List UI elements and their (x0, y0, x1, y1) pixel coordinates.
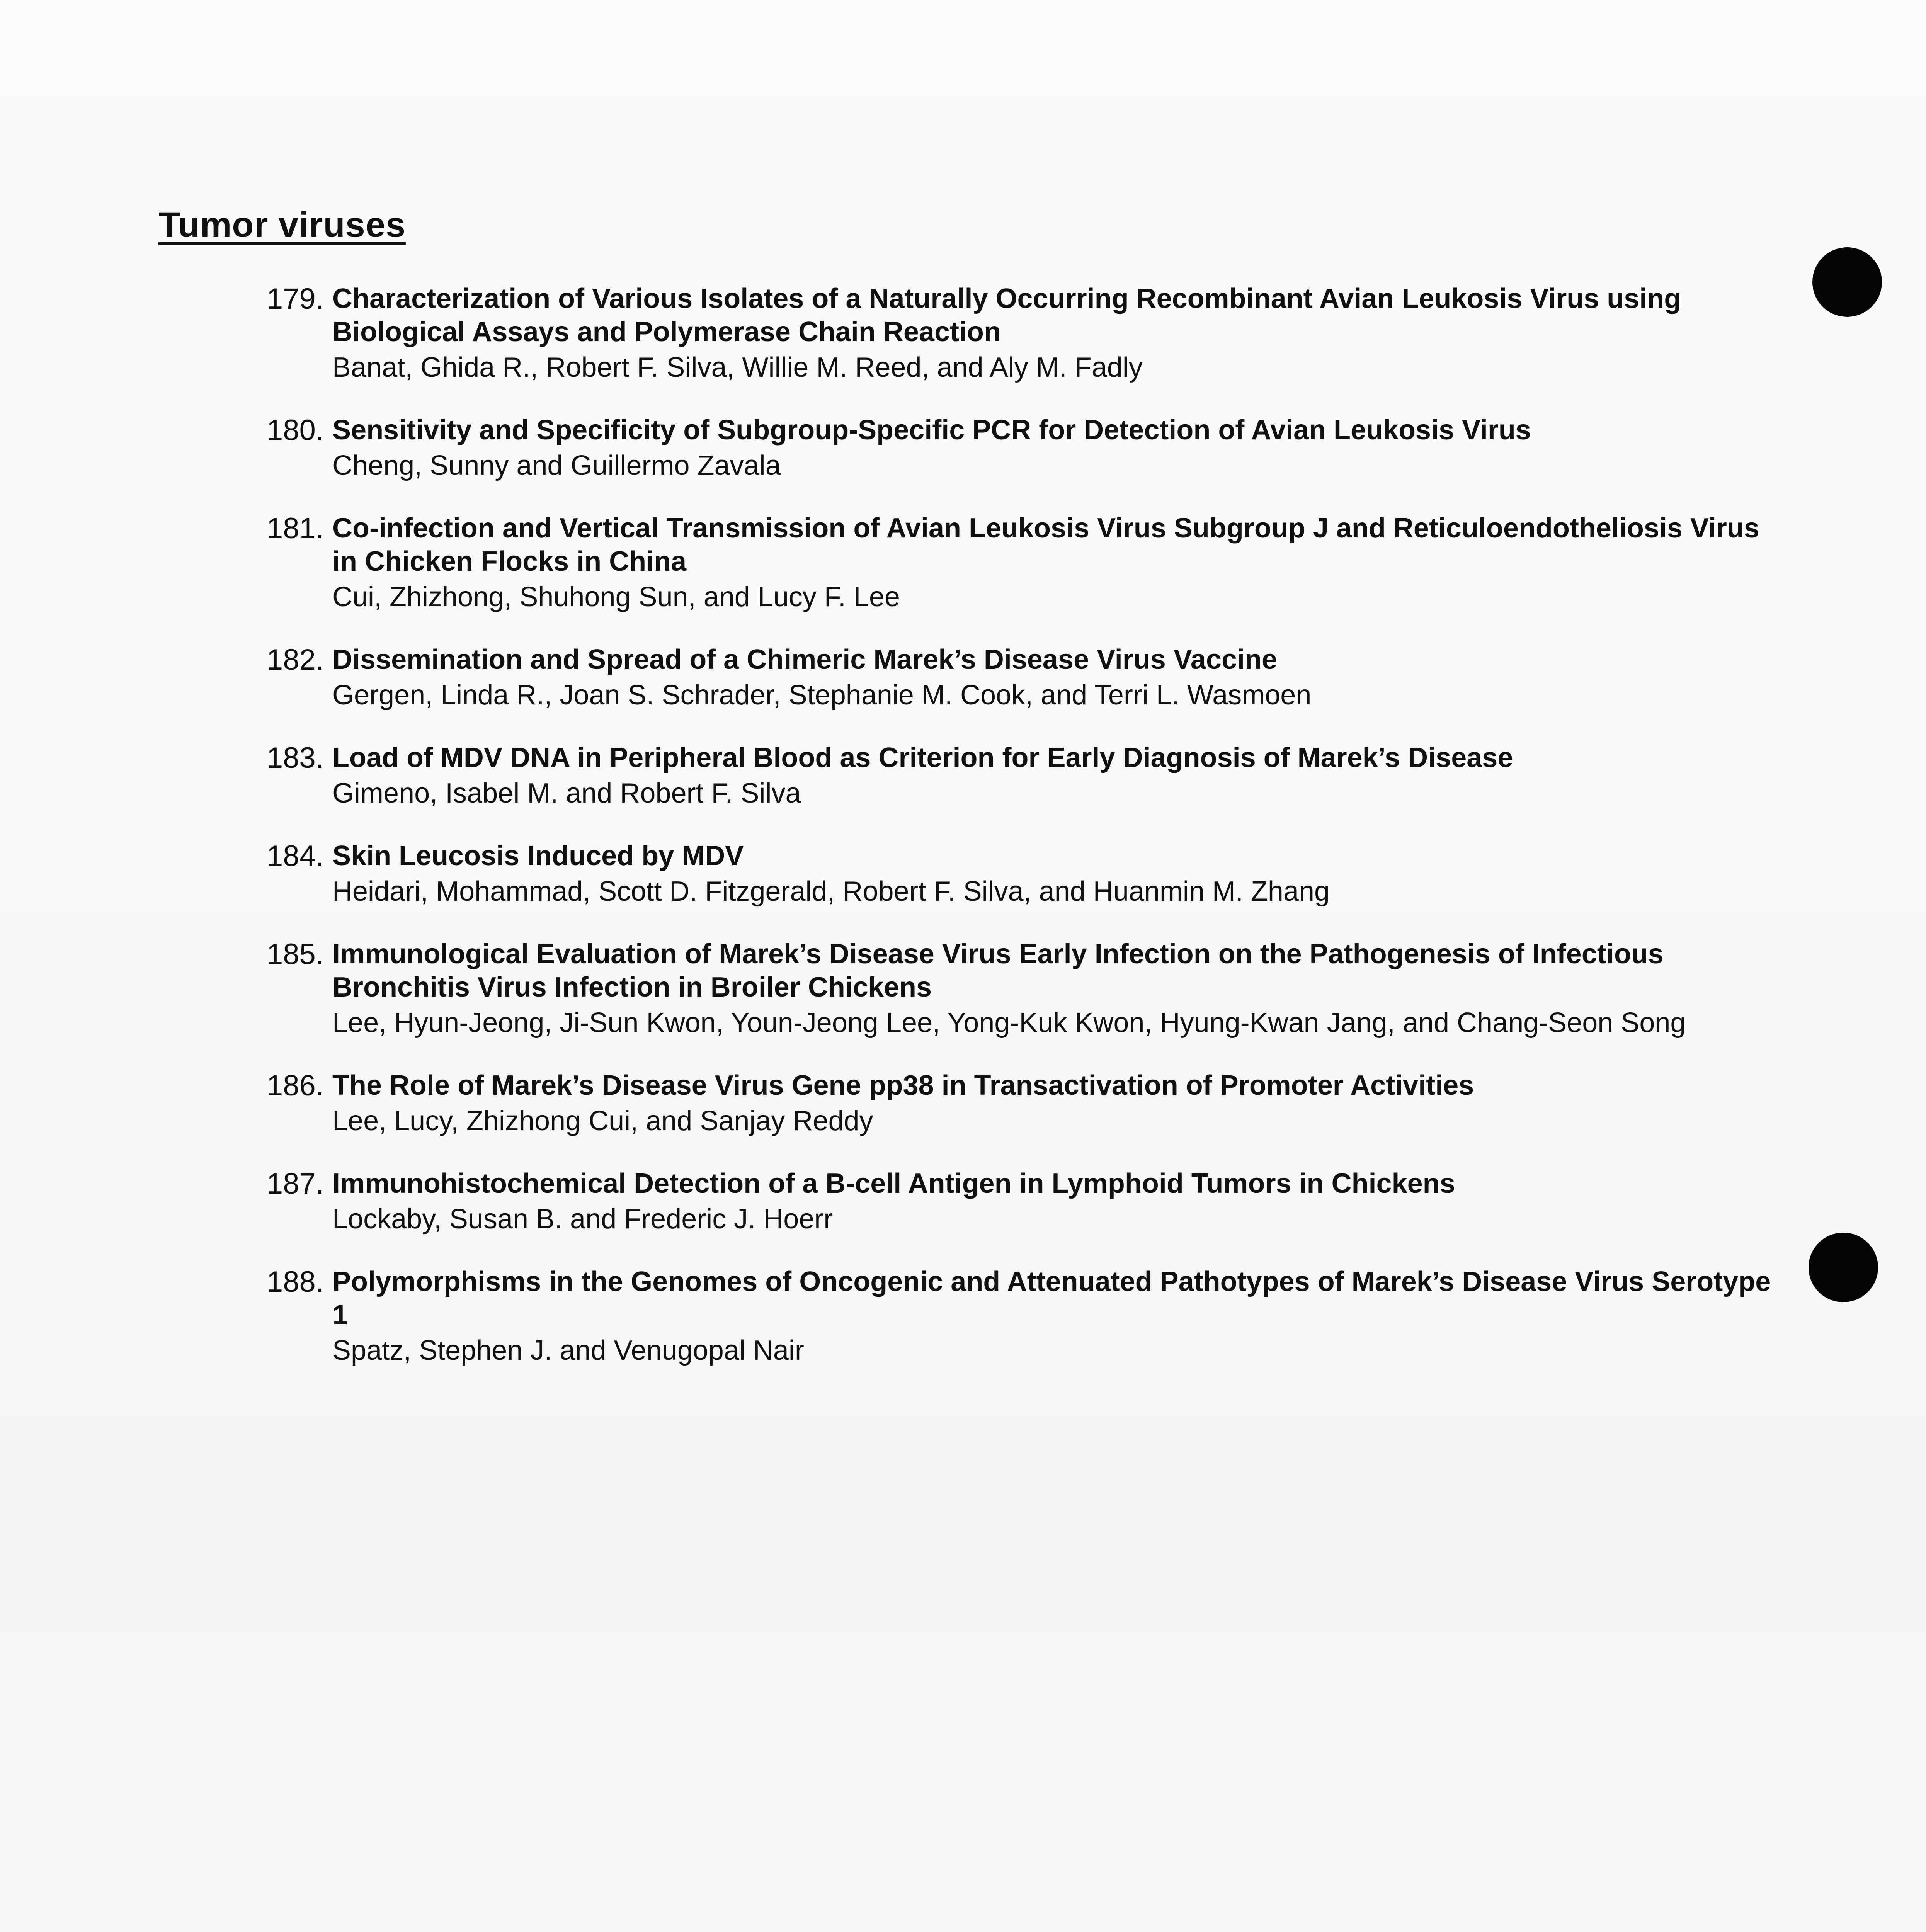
entry-title: Characterization of Various Isolates of a Naturally Occurring Recombinant Avian Leukosis Virus using Biological Assays and Polymerase Chain Reaction (332, 283, 1681, 347)
entry-number: 186. (267, 1069, 324, 1102)
entry-authors: Gergen, Linda R., Joan S. Schrader, Stephanie M. Cook, and Terri L. Wasmoen (332, 680, 1312, 711)
list-item (267, 643, 1774, 713)
entry-title: Co-infection and Vertical Transmission of Avian Leukosis Virus Subgroup J and Reticuloendotheliosis Virus in Chicken Flocks in China (332, 513, 1759, 577)
entry-title: Skin Leucosis Induced by MDV (332, 840, 744, 871)
entry-title: Dissemination and Spread of a Chimeric Marek’s Disease Virus Vaccine (332, 644, 1278, 675)
entry-title: Sensitivity and Specificity of Subgroup-Specific PCR for Detection of Avian Leukosis Virus (332, 415, 1531, 446)
entry-number: 182. (267, 643, 324, 676)
entry-authors: Cui, Zhizhong, Shuhong Sun, and Lucy F. Lee (332, 582, 900, 612)
entry-authors: Spatz, Stephen J. and Venugopal Nair (332, 1335, 804, 1366)
entry-authors: Lockaby, Susan B. and Frederic J. Hoerr (332, 1204, 833, 1235)
list-item (267, 413, 1774, 483)
entry-number: 180. (267, 414, 324, 447)
entry-number: 188. (267, 1265, 324, 1298)
section-title: Tumor viruses (158, 205, 406, 245)
punch-hole-icon (1809, 1233, 1878, 1302)
punch-hole-icon (1812, 247, 1882, 317)
entry-number: 179. (267, 282, 324, 315)
list-item (267, 1265, 1774, 1368)
entry-number: 183. (267, 742, 324, 774)
entry-authors: Lee, Lucy, Zhizhong Cui, and Sanjay Reddy (332, 1105, 873, 1136)
list-item (267, 741, 1774, 811)
entry-number: 187. (267, 1167, 324, 1200)
entry-authors: Lee, Hyun-Jeong, Ji-Sun Kwon, Youn-Jeong Lee, Yong-Kuk Kwon, Hyung-Kwan Jang, and Chang-Seon Song (332, 1007, 1686, 1038)
entry-title: The Role of Marek’s Disease Virus Gene pp38 in Transactivation of Promoter Activities (332, 1070, 1474, 1101)
list-item (267, 937, 1774, 1040)
list-item (267, 839, 1774, 909)
list-item (267, 282, 1774, 385)
entry-authors: Gimeno, Isabel M. and Robert F. Silva (332, 778, 801, 809)
entry-authors: Heidari, Mohammad, Scott D. Fitzgerald, Robert F. Silva, and Huanmin M. Zhang (332, 876, 1330, 907)
list-item (267, 1167, 1774, 1236)
list-item (267, 512, 1774, 614)
entry-title: Polymorphisms in the Genomes of Oncogenic and Attenuated Pathotypes of Marek’s Disease Virus Serotype 1 (332, 1266, 1771, 1330)
entry-authors: Banat, Ghida R., Robert F. Silva, Willie M. Reed, and Aly M. Fadly (332, 352, 1143, 383)
entry-title: Load of MDV DNA in Peripheral Blood as Criterion for Early Diagnosis of Marek’s Disease (332, 742, 1513, 773)
entry-title: Immunohistochemical Detection of a B-cell Antigen in Lymphoid Tumors in Chickens (332, 1168, 1455, 1199)
entry-number: 185. (267, 938, 324, 971)
entry-number: 181. (267, 512, 324, 545)
entry-number: 184. (267, 840, 324, 872)
list-item (267, 1069, 1774, 1138)
abstract-list (267, 282, 1774, 1396)
entry-authors: Cheng, Sunny and Guillermo Zavala (332, 450, 781, 481)
entry-title: Immunological Evaluation of Marek’s Disease Virus Early Infection on the Pathogenesis of Infectious Bronchitis Virus Infection in Broiler Chickens (332, 939, 1664, 1003)
